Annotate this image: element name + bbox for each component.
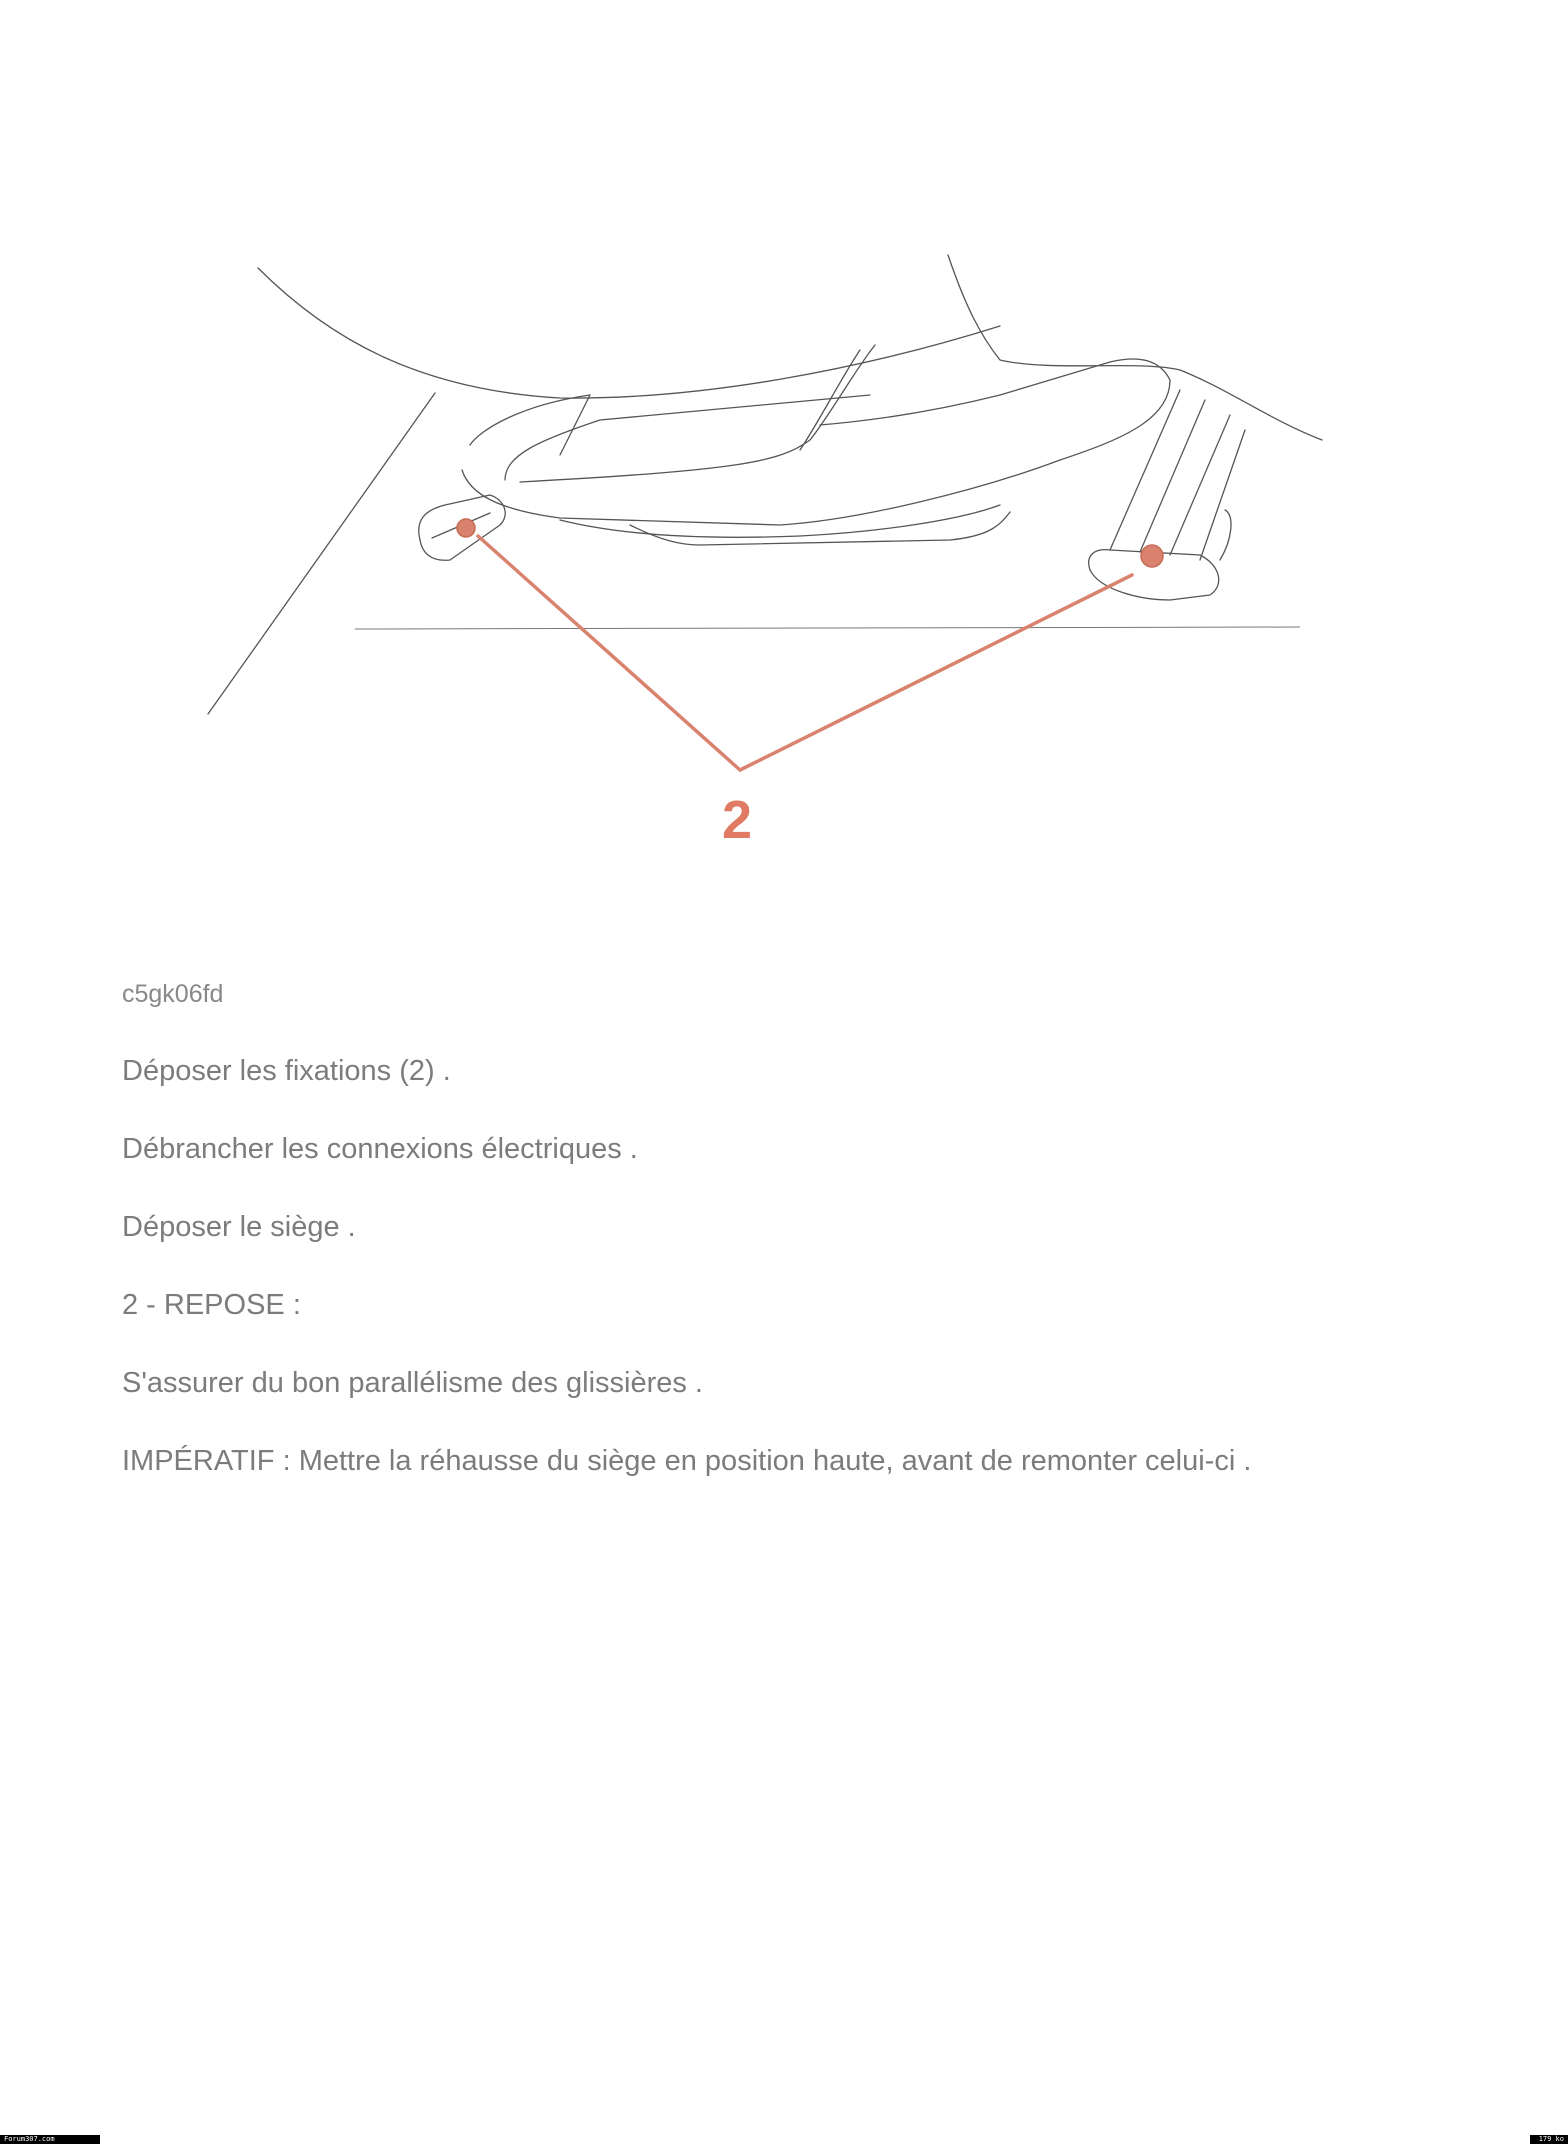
footer-file-size: 179 ko — [1530, 2135, 1568, 2144]
footer-source-label: Forum307.com — [0, 2135, 100, 2144]
right-rail-track-1 — [1110, 390, 1180, 550]
fixing-marker-right — [1141, 545, 1163, 567]
right-rail-track-2 — [1140, 400, 1205, 552]
callout-label: 2 — [722, 790, 753, 850]
floor-edge-line — [208, 393, 435, 714]
right-rail-track-4 — [1200, 430, 1245, 560]
callout-line-left — [478, 536, 740, 770]
step-disconnect-electrical: Débrancher les connexions électriques . — [122, 1133, 638, 1165]
seat-frame-wire-1 — [505, 395, 870, 480]
seat-side-outline — [1180, 370, 1322, 440]
figure-reference-code: c5gk06fd — [122, 980, 224, 1008]
right-rail-track-3 — [1170, 415, 1230, 555]
step-imperative-note: IMPÉRATIF : Mettre la réhausse du siège en position haute, avant de remonter celui-ci . — [122, 1445, 1252, 1477]
seat-frame-lower — [560, 505, 1000, 537]
seat-base — [630, 512, 1010, 545]
seat-cushion-outline — [258, 268, 1000, 398]
fixing-marker-left — [457, 519, 475, 537]
step-remove-seat: Déposer le siège . — [122, 1211, 356, 1243]
callout-line-right — [740, 575, 1132, 770]
section-heading-refit: 2 - REPOSE : — [122, 1289, 301, 1321]
seat-frame-left — [470, 395, 590, 455]
seat-rail-illustration — [0, 0, 1568, 900]
right-rail-end — [1220, 510, 1231, 560]
floor-line — [355, 627, 1300, 629]
step-remove-fixings: Déposer les fixations (2) . — [122, 1055, 451, 1087]
seat-frame-body — [462, 359, 1170, 525]
seat-back-outline — [948, 255, 1180, 370]
step-check-rails: S'assurer du bon parallélisme des glissières . — [122, 1367, 703, 1399]
